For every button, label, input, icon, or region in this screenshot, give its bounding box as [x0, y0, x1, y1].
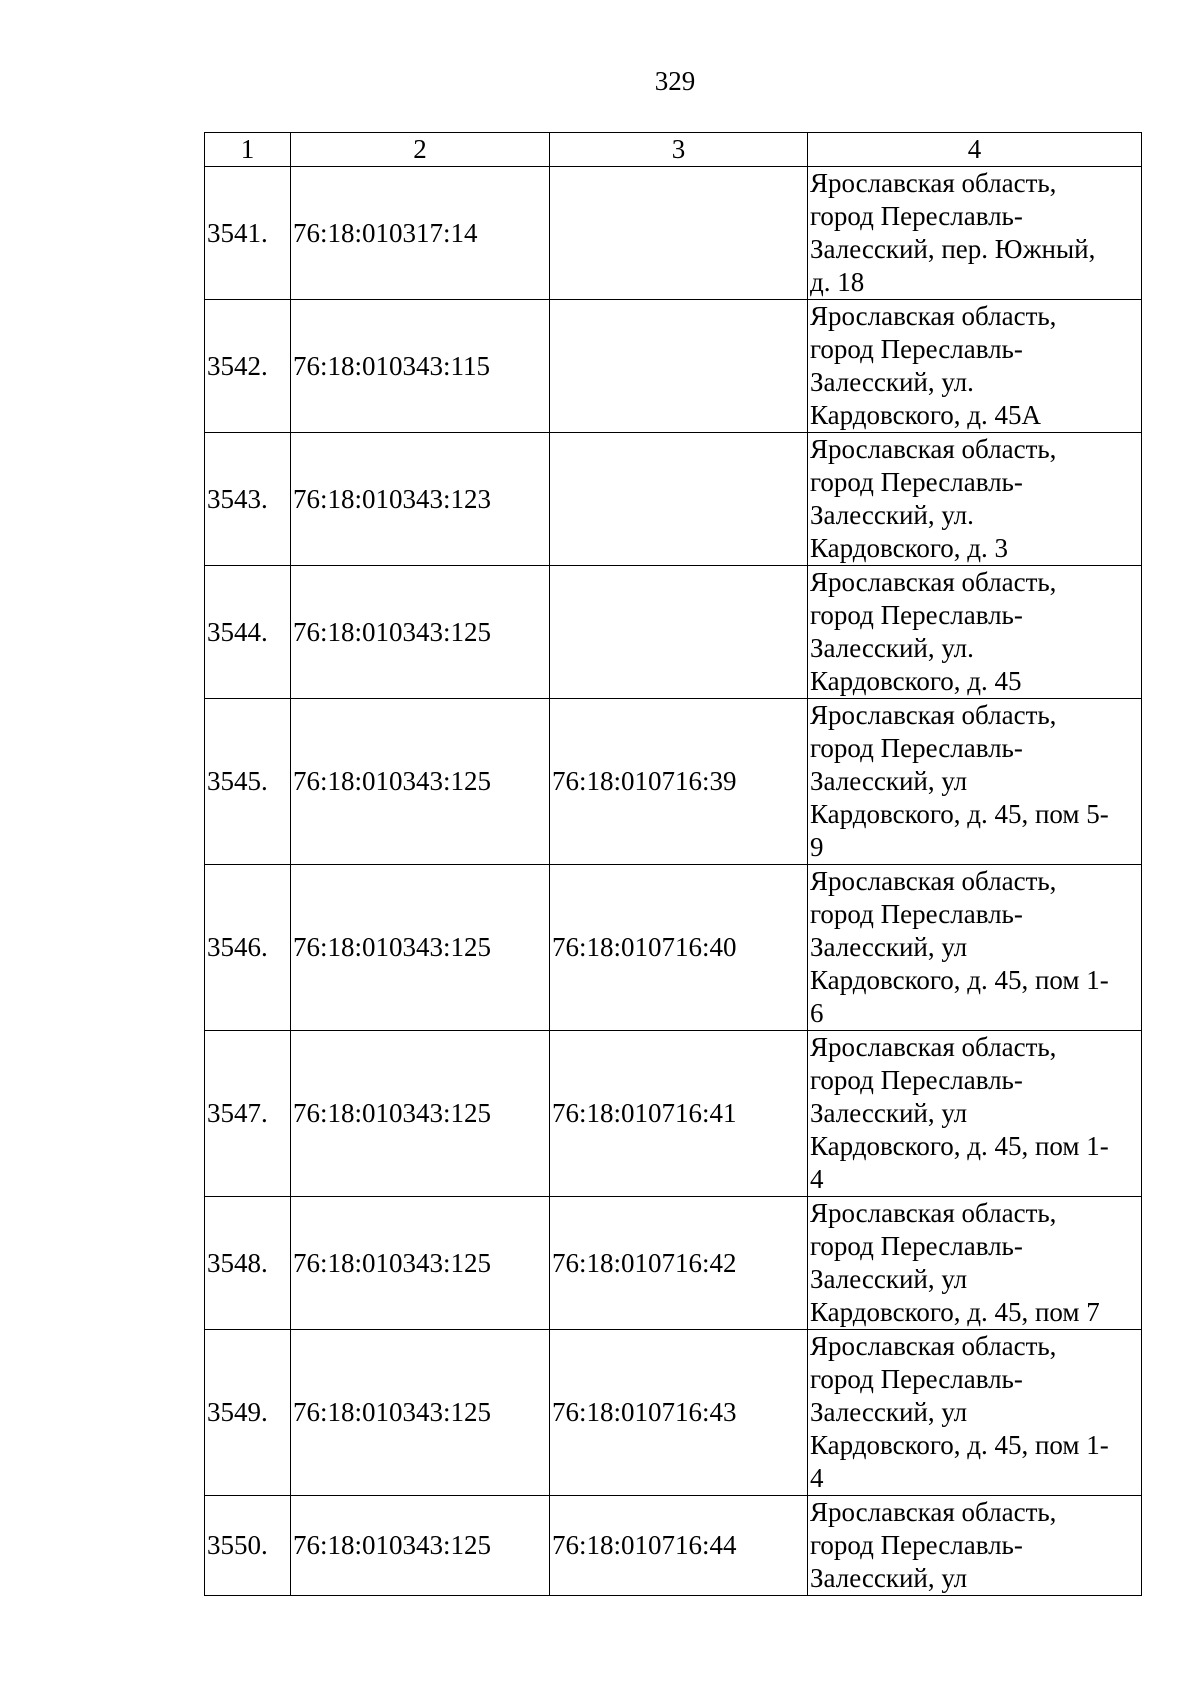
address-line: Залесский, пер. Южный,: [810, 234, 1096, 264]
address-line: 9: [810, 832, 824, 862]
row-number: 3546.: [205, 865, 291, 1031]
page-number: 329: [654, 66, 696, 96]
sub-cadastral-number: 76:18:010716:39: [550, 699, 808, 865]
address-cell: [808, 167, 1142, 300]
column-header-3: 3: [550, 133, 808, 167]
address-line: Кардовского, д. 45: [810, 666, 1022, 696]
address-line: город Переславль-: [810, 733, 1023, 763]
address-line: Ярославская область,: [810, 866, 1057, 896]
address-line: Залесский, ул: [810, 1098, 968, 1128]
address-line: Ярославская область,: [810, 1331, 1057, 1361]
row-number: 3547.: [205, 1031, 291, 1197]
sub-cadastral-number: 76:18:010716:44: [550, 1496, 808, 1596]
address-cell: [808, 865, 1142, 1031]
column-header-1: 1: [205, 133, 291, 167]
address-line: Кардовского, д. 45, пом 1-: [810, 1430, 1109, 1460]
address-cell: [808, 1496, 1142, 1596]
table-row: [205, 1496, 1142, 1596]
row-number: 3549.: [205, 1330, 291, 1496]
sub-cadastral-number: [550, 167, 808, 300]
sub-cadastral-number: [550, 433, 808, 566]
table-header-row: [205, 133, 1142, 167]
table-row: [205, 566, 1142, 699]
address-line: город Переславль-: [810, 334, 1023, 364]
table-row: [205, 865, 1142, 1031]
address-line: Ярославская область,: [810, 434, 1057, 464]
address-line: Ярославская область,: [810, 1198, 1057, 1228]
cadastral-number: 76:18:010343:125: [291, 1496, 550, 1596]
row-number: 3545.: [205, 699, 291, 865]
address-line: Ярославская область,: [810, 168, 1057, 198]
address-cell: [808, 433, 1142, 566]
row-number: 3543.: [205, 433, 291, 566]
registry-table: [204, 132, 1142, 1596]
row-number: 3548.: [205, 1197, 291, 1330]
address-line: Залесский, ул.: [810, 633, 974, 663]
cadastral-number: 76:18:010343:125: [291, 566, 550, 699]
sub-cadastral-number: 76:18:010716:40: [550, 865, 808, 1031]
table-row: [205, 1330, 1142, 1496]
cadastral-number: 76:18:010343:125: [291, 1330, 550, 1496]
row-number: 3544.: [205, 566, 291, 699]
address-line: Залесский, ул: [810, 766, 968, 796]
table-row: [205, 167, 1142, 300]
row-number: 3542.: [205, 300, 291, 433]
column-header-4: 4: [808, 133, 1142, 167]
sub-cadastral-number: [550, 566, 808, 699]
cadastral-number: 76:18:010343:115: [291, 300, 550, 433]
table-row: [205, 300, 1142, 433]
address-line: Залесский, ул.: [810, 367, 974, 397]
address-line: Кардовского, д. 45, пом 5-: [810, 799, 1109, 829]
cadastral-number: 76:18:010343:125: [291, 865, 550, 1031]
address-line: Залесский, ул: [810, 932, 968, 962]
address-cell: [808, 1031, 1142, 1197]
address-line: Кардовского, д. 45, пом 1-: [810, 965, 1109, 995]
address-line: Залесский, ул: [810, 1264, 968, 1294]
cadastral-number: 76:18:010343:125: [291, 699, 550, 865]
address-line: город Переславль-: [810, 1065, 1023, 1095]
address-line: Залесский, ул: [810, 1397, 968, 1427]
row-number: 3541.: [205, 167, 291, 300]
table-body: [205, 167, 1142, 1596]
address-line: 4: [810, 1463, 824, 1493]
address-line: город Переславль-: [810, 1530, 1023, 1560]
address-line: д. 18: [810, 267, 865, 297]
address-cell: [808, 566, 1142, 699]
address-cell: [808, 300, 1142, 433]
table-row: [205, 433, 1142, 566]
address-line: город Переславль-: [810, 1231, 1023, 1261]
address-line: 4: [810, 1164, 824, 1194]
cadastral-number: 76:18:010343:123: [291, 433, 550, 566]
address-cell: [808, 699, 1142, 865]
address-line: город Переславль-: [810, 1364, 1023, 1394]
row-number: 3550.: [205, 1496, 291, 1596]
address-line: город Переславль-: [810, 467, 1023, 497]
address-line: Ярославская область,: [810, 700, 1057, 730]
address-cell: [808, 1330, 1142, 1496]
address-line: Кардовского, д. 45, пом 7: [810, 1297, 1100, 1327]
cadastral-number: 76:18:010343:125: [291, 1031, 550, 1197]
sub-cadastral-number: 76:18:010716:41: [550, 1031, 808, 1197]
address-line: Ярославская область,: [810, 301, 1057, 331]
address-line: Ярославская область,: [810, 1032, 1057, 1062]
cadastral-number: 76:18:010317:14: [291, 167, 550, 300]
address-line: Залесский, ул.: [810, 500, 974, 530]
cadastral-number: 76:18:010343:125: [291, 1197, 550, 1330]
column-header-2: 2: [291, 133, 550, 167]
sub-cadastral-number: 76:18:010716:42: [550, 1197, 808, 1330]
sub-cadastral-number: 76:18:010716:43: [550, 1330, 808, 1496]
address-line: Залесский, ул: [810, 1563, 968, 1593]
address-line: Ярославская область,: [810, 567, 1057, 597]
table-row: [205, 1197, 1142, 1330]
address-line: 6: [810, 998, 824, 1028]
address-line: Ярославская область,: [810, 1497, 1057, 1527]
table-row: [205, 699, 1142, 865]
address-line: Кардовского, д. 3: [810, 533, 1008, 563]
address-line: город Переславль-: [810, 600, 1023, 630]
address-line: город Переславль-: [810, 201, 1023, 231]
sub-cadastral-number: [550, 300, 808, 433]
table-row: [205, 1031, 1142, 1197]
address-cell: [808, 1197, 1142, 1330]
address-line: Кардовского, д. 45, пом 1-: [810, 1131, 1109, 1161]
address-line: Кардовского, д. 45А: [810, 400, 1041, 430]
address-line: город Переславль-: [810, 899, 1023, 929]
